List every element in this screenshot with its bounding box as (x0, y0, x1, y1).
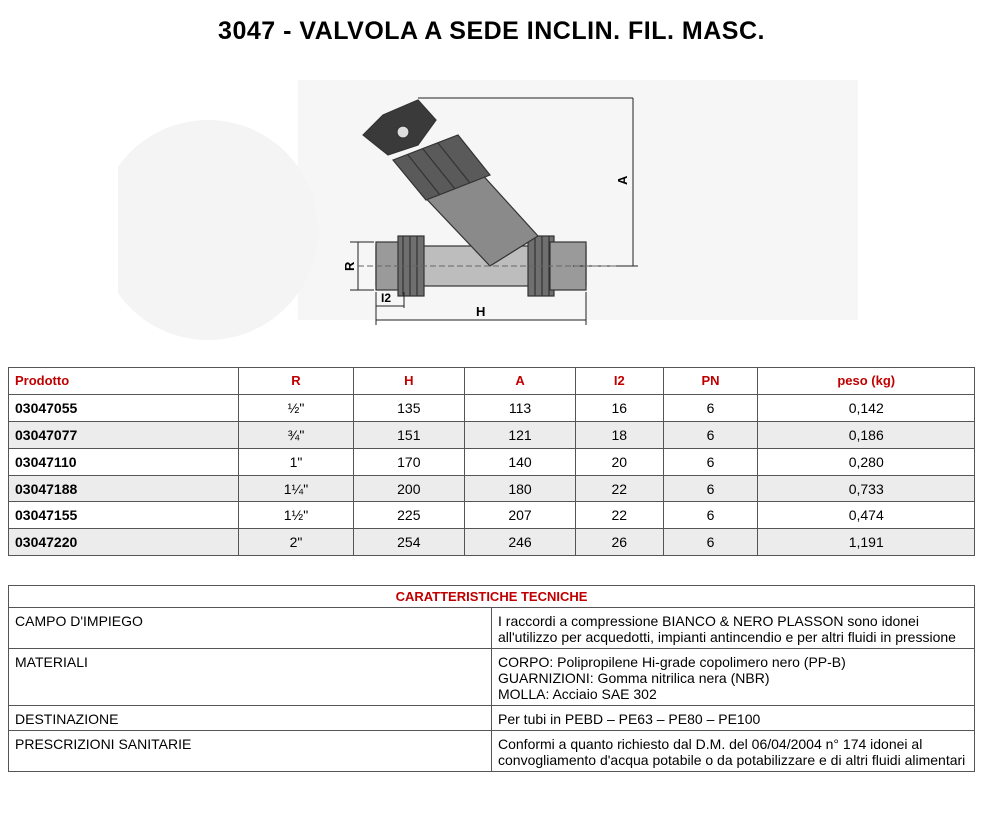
cell-pn: 6 (663, 529, 758, 556)
cell-h: 170 (353, 448, 464, 475)
cell-r: 1¼" (239, 475, 353, 502)
cell-i2: 16 (576, 394, 663, 421)
product-table (8, 367, 975, 556)
cell-a: 180 (464, 475, 575, 502)
tech-specs-table (8, 585, 975, 772)
col-header-h: H (353, 368, 464, 395)
cell-h: 151 (353, 421, 464, 448)
dim-r-label: R (342, 261, 357, 271)
tech-value-line: MOLLA: Acciaio SAE 302 (498, 686, 657, 702)
tech-specs-header: CARATTERISTICHE TECNICHE (9, 586, 975, 608)
cell-a: 113 (464, 394, 575, 421)
tech-label: PRESCRIZIONI SANITARIE (9, 731, 492, 772)
cell-h: 225 (353, 502, 464, 529)
cell-r: 2" (239, 529, 353, 556)
cell-pn: 6 (663, 475, 758, 502)
cell-h: 135 (353, 394, 464, 421)
cell-h: 200 (353, 475, 464, 502)
col-header-i2: I2 (576, 368, 663, 395)
product-code: 03047155 (9, 502, 239, 529)
product-code: 03047055 (9, 394, 239, 421)
col-header-a: A (464, 368, 575, 395)
valve-drawing (118, 80, 878, 360)
cell-peso: 0,142 (758, 394, 975, 421)
cell-i2: 18 (576, 421, 663, 448)
tech-value (492, 608, 975, 649)
product-code: 03047220 (9, 529, 239, 556)
cell-peso: 0,280 (758, 448, 975, 475)
cell-a: 207 (464, 502, 575, 529)
dim-i2-label: I2 (381, 291, 392, 305)
cell-pn: 6 (663, 502, 758, 529)
cell-peso: 1,191 (758, 529, 975, 556)
table-row (9, 394, 975, 421)
tech-label: DESTINAZIONE (9, 706, 492, 731)
tech-value-line: Per tubi in PEBD – PE63 – PE80 – PE100 (498, 711, 761, 727)
tech-value-line: GUARNIZIONI: Gomma nitrilica nera (NBR) (498, 670, 770, 686)
tech-row (9, 608, 975, 649)
cell-peso: 0,733 (758, 475, 975, 502)
tech-value (492, 706, 975, 731)
table-row (9, 421, 975, 448)
tech-value-line: CORPO: Polipropilene Hi-grade copolimero nero (PP-B) (498, 654, 846, 670)
dim-h-label: H (476, 304, 486, 319)
cell-r: ¾" (239, 421, 353, 448)
cell-a: 140 (464, 448, 575, 475)
cell-r: ½" (239, 394, 353, 421)
cell-pn: 6 (663, 421, 758, 448)
product-code: 03047110 (9, 448, 239, 475)
product-code: 03047077 (9, 421, 239, 448)
tech-label: MATERIALI (9, 649, 492, 706)
cell-pn: 6 (663, 394, 758, 421)
cell-r: 1" (239, 448, 353, 475)
cell-i2: 20 (576, 448, 663, 475)
cell-i2: 26 (576, 529, 663, 556)
page-title: 3047 - VALVOLA A SEDE INCLIN. FIL. MASC. (218, 17, 765, 45)
cell-a: 246 (464, 529, 575, 556)
cell-i2: 22 (576, 502, 663, 529)
col-header-pn: PN (663, 368, 758, 395)
table-row (9, 529, 975, 556)
col-header-peso: peso (kg) (758, 368, 975, 395)
tech-row (9, 649, 975, 706)
cell-pn: 6 (663, 448, 758, 475)
table-row (9, 502, 975, 529)
tech-value-line: Conformi a quanto richiesto dal D.M. del 06/04/2004 n° 174 idonei al convogliamento d'acqua potabile o da potabilizzare e di altri fluidi alimentari (498, 736, 966, 768)
dim-a-label: A (615, 175, 630, 185)
cell-peso: 0,474 (758, 502, 975, 529)
cell-i2: 22 (576, 475, 663, 502)
col-header-r: R (239, 368, 353, 395)
tech-value (492, 649, 975, 706)
cell-h: 254 (353, 529, 464, 556)
table-row (9, 448, 975, 475)
product-code: 03047188 (9, 475, 239, 502)
cell-r: 1½" (239, 502, 353, 529)
table-row (9, 475, 975, 502)
table-header-row (9, 368, 975, 395)
tech-value-line: I raccordi a compressione BIANCO & NERO PLASSON sono idonei all'utilizzo per acquedotti, impianti antincendio e per altri fluidi in pressione (498, 613, 956, 645)
tech-row (9, 731, 975, 772)
cell-a: 121 (464, 421, 575, 448)
col-header-prodotto: Prodotto (9, 368, 239, 395)
tech-label: CAMPO D'IMPIEGO (9, 608, 492, 649)
cell-peso: 0,186 (758, 421, 975, 448)
tech-row (9, 706, 975, 731)
tech-value (492, 731, 975, 772)
